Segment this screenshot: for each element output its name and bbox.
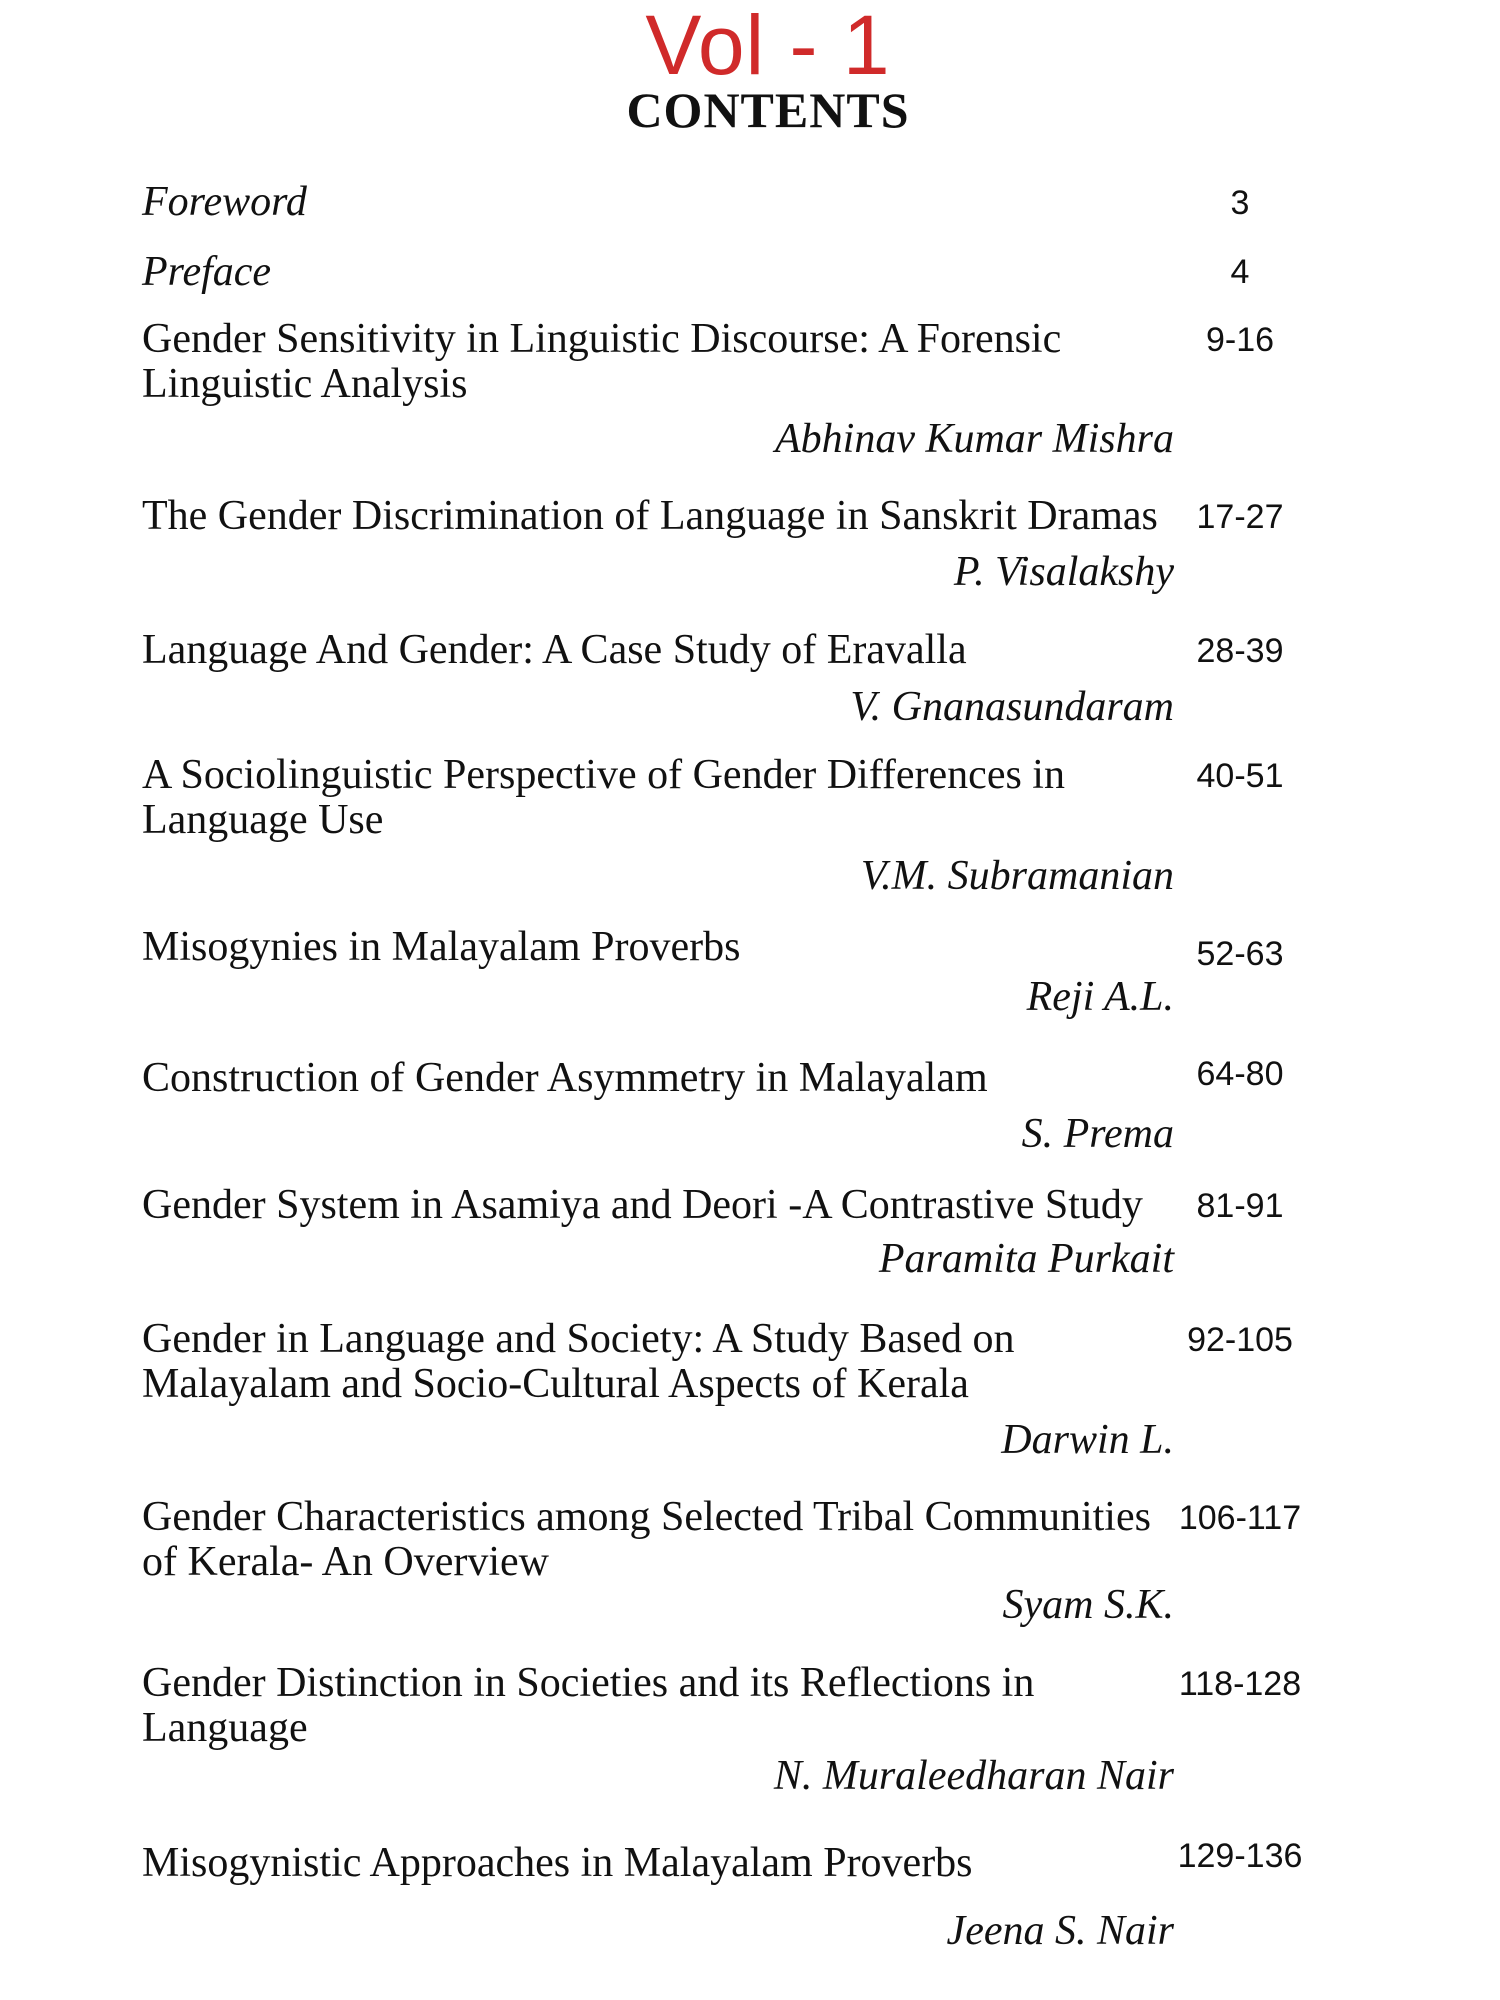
toc-entry-author: Syam S.K. <box>1002 1582 1174 1628</box>
toc-entry-title-line: Misogynies in Malayalam Proverbs <box>142 924 741 970</box>
volume-label: Vol - 1 <box>645 0 891 92</box>
toc-entry-pages: 129-136 <box>1177 1837 1303 1875</box>
toc-entry-author: N. Muraleedharan Nair <box>773 1753 1174 1799</box>
toc-entry-pages: 81-91 <box>1196 1187 1284 1225</box>
toc-entry-title-line: of Kerala- An Overview <box>142 1539 549 1585</box>
toc-entry-title-line: A Sociolinguistic Perspective of Gender Differences in <box>142 752 1065 798</box>
toc-entry-title-line: Construction of Gender Asymmetry in Malayalam <box>142 1055 988 1101</box>
toc-entry-author: Darwin L. <box>1001 1417 1174 1463</box>
toc-entry-pages: 40-51 <box>1196 757 1284 795</box>
toc-entry-pages: 106-117 <box>1178 1499 1302 1537</box>
toc-entry-pages: 92-105 <box>1187 1321 1293 1359</box>
toc-entry-title-line: Language <box>142 1705 308 1751</box>
toc-entry-title-line: Gender in Language and Society: A Study Based on <box>142 1316 1015 1362</box>
toc-entry-title-line: Gender Sensitivity in Linguistic Discourse: A Forensic <box>142 316 1062 362</box>
toc-entry-title-line: Language Use <box>142 797 384 843</box>
preface-page: 4 <box>1230 253 1250 291</box>
toc-entry-title-line: Malayalam and Socio-Cultural Aspects of Kerala <box>142 1361 969 1407</box>
toc-entry-author: Paramita Purkait <box>878 1236 1174 1282</box>
toc-entry-title-line: Linguistic Analysis <box>142 361 468 407</box>
foreword-title: Foreword <box>142 179 307 225</box>
toc-entry-pages: 118-128 <box>1178 1665 1302 1703</box>
toc-entry-author: Abhinav Kumar Mishra <box>775 416 1174 462</box>
toc-entry-title-line: Language And Gender: A Case Study of Eravalla <box>142 627 967 673</box>
contents-heading: CONTENTS <box>626 82 910 138</box>
toc-entry-author: Reji A.L. <box>1026 974 1174 1020</box>
toc-entry-title-line: Misogynistic Approaches in Malayalam Proverbs <box>142 1840 973 1886</box>
toc-entry-title-line: The Gender Discrimination of Language in Sanskrit Dramas <box>142 493 1158 539</box>
toc-entry-title-line: Gender Characteristics among Selected Tribal Communities <box>142 1494 1151 1540</box>
toc-entry-author: P. Visalakshy <box>953 549 1174 595</box>
toc-entry-author: S. Prema <box>1021 1111 1174 1157</box>
toc-entry-title-line: Gender System in Asamiya and Deori -A Contrastive Study <box>142 1182 1143 1228</box>
toc-entry-pages: 28-39 <box>1196 632 1284 670</box>
toc-entry-pages: 17-27 <box>1196 498 1284 536</box>
toc-entry-author: V. Gnanasundaram <box>850 684 1174 730</box>
toc-entry-author: Jeena S. Nair <box>946 1908 1174 1954</box>
foreword-page: 3 <box>1230 184 1250 222</box>
preface-title: Preface <box>142 249 272 295</box>
toc-entry-pages: 64-80 <box>1196 1055 1284 1093</box>
toc-entry-title-line: Gender Distinction in Societies and its Reflections in <box>142 1660 1035 1706</box>
toc-entry-pages: 9-16 <box>1205 321 1275 359</box>
toc-entry-author: V.M. Subramanian <box>860 853 1174 899</box>
toc-entry-pages: 52-63 <box>1196 935 1284 973</box>
